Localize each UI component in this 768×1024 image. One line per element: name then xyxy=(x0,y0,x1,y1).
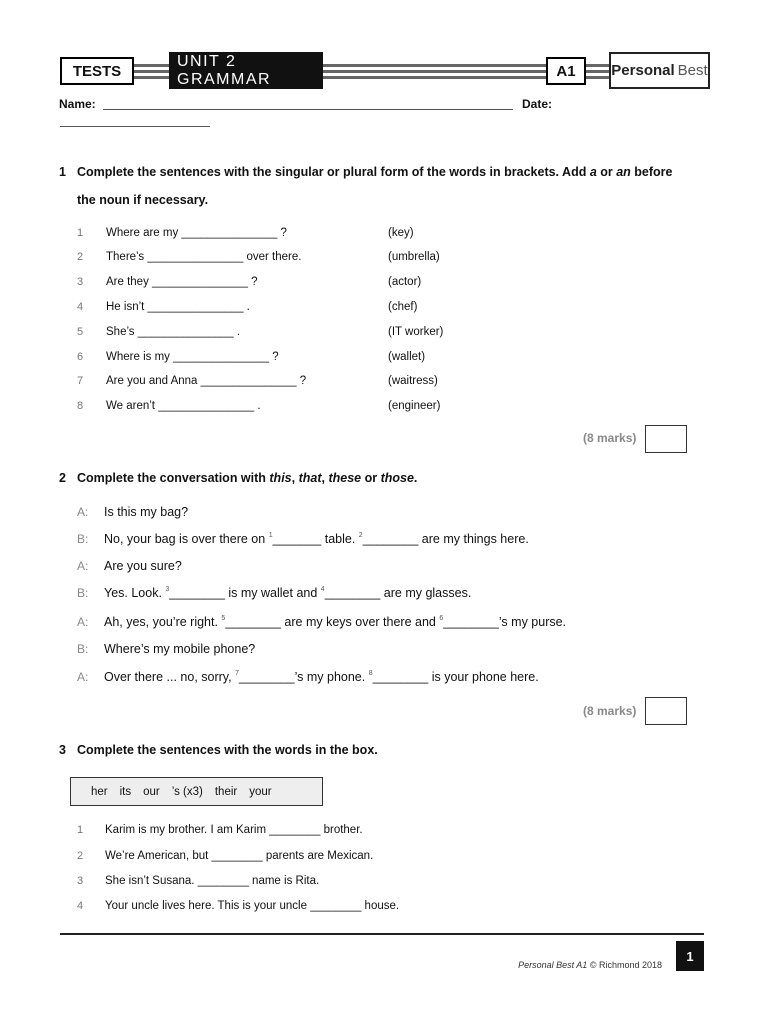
conversation-fragment: ________ are my keys over there and xyxy=(225,615,440,629)
word-our: our xyxy=(143,785,160,798)
conversation-text[interactable] xyxy=(104,642,255,656)
q1-item-number: 7 xyxy=(77,375,84,387)
date-label: Date: xyxy=(522,97,553,111)
q1-item-sentence[interactable]: He isn’t _______________ . xyxy=(106,301,250,313)
gap-number: 6 xyxy=(439,615,444,622)
gap-number: 2 xyxy=(358,532,363,539)
q2-end: . xyxy=(413,471,418,485)
word-your: your xyxy=(249,785,272,798)
speaker-label: A: xyxy=(77,559,89,573)
gap-number: 3 xyxy=(165,586,170,593)
q1-item-hint: (actor) xyxy=(388,276,422,288)
conversation-text[interactable] xyxy=(104,586,471,600)
q1-marks: (8 marks) xyxy=(583,431,637,445)
q1-item-number: 3 xyxy=(77,276,84,288)
conversation-fragment: ________’s my purse. xyxy=(443,615,567,629)
conversation-fragment: Where’s my mobile phone? xyxy=(104,642,256,656)
q1-item-sentence[interactable]: Are they _______________ ? xyxy=(106,276,258,288)
conversation-fragment: Ah, yes, you’re right. xyxy=(104,615,222,629)
footer-credit xyxy=(480,960,662,970)
q3-item-number: 3 xyxy=(77,875,84,887)
q3-item-sentence[interactable]: We’re American, but ________ parents are Mexican. xyxy=(105,850,374,862)
q1-em-a: a xyxy=(589,165,597,179)
q1-or: or xyxy=(596,165,617,179)
word-their: their xyxy=(214,785,238,798)
footer-rule xyxy=(60,933,704,935)
q2-word-that: that xyxy=(298,471,322,485)
unit-title: UNIT 2 GRAMMAR xyxy=(169,52,323,89)
name-line[interactable] xyxy=(103,109,513,110)
q1-item-number: 5 xyxy=(77,326,84,338)
q3-number: 3 xyxy=(59,743,66,757)
conversation-fragment: ________ is my wallet and xyxy=(169,586,321,600)
q1-instruction-b: before xyxy=(630,165,673,179)
conversation-text[interactable] xyxy=(104,559,182,573)
q1-number: 1 xyxy=(59,165,66,179)
conversation-text[interactable] xyxy=(104,670,539,684)
q2-sep: , xyxy=(291,471,299,485)
q1-item-sentence[interactable]: We aren’t _______________ . xyxy=(106,400,261,412)
brand-part1: Personal xyxy=(611,62,675,79)
word-its: its xyxy=(119,785,132,798)
speaker-label: A: xyxy=(77,505,89,519)
q2-word-those: those xyxy=(380,471,414,485)
name-label: Name: xyxy=(59,97,96,111)
brand-logo xyxy=(609,52,710,89)
footer-book: Personal Best A1 xyxy=(518,960,588,970)
q1-item-number: 2 xyxy=(77,251,84,263)
gap-number: 5 xyxy=(221,615,226,622)
conversation-fragment: ________ are my things here. xyxy=(362,532,529,546)
conversation-fragment: Is this my bag? xyxy=(104,505,189,519)
q1-instruction-a: Complete the sentences with the singular or plural form of the words in brackets. Add xyxy=(77,165,590,179)
conversation-fragment: Over there ... no, sorry, xyxy=(104,670,236,684)
q1-item-hint: (engineer) xyxy=(388,400,441,412)
gap-number: 7 xyxy=(235,670,239,677)
footer-copyright: © Richmond 2018 xyxy=(587,960,662,970)
conversation-fragment: Are you sure? xyxy=(104,559,182,573)
q1-item-hint: (waitress) xyxy=(388,375,438,387)
q1-item-number: 4 xyxy=(77,301,84,313)
conversation-fragment: No, your bag is over there on xyxy=(104,532,269,546)
conversation-fragment: ________ is your phone here. xyxy=(372,670,539,684)
q2-word-these: these xyxy=(328,471,362,485)
conversation-fragment: ________ are my glasses. xyxy=(324,586,472,600)
q1-item-hint: (umbrella) xyxy=(388,251,440,263)
level-badge: A1 xyxy=(546,57,586,85)
q1-item-sentence[interactable]: Are you and Anna _______________ ? xyxy=(106,375,307,387)
conversation-fragment: Yes. Look. xyxy=(104,586,166,600)
q1-item-hint: (IT worker) xyxy=(388,326,444,338)
conversation-text[interactable] xyxy=(104,615,566,629)
q2-marks: (8 marks) xyxy=(583,704,637,718)
q1-item-number: 8 xyxy=(77,400,84,412)
word-her: her xyxy=(91,785,108,798)
conversation-fragment: ________’s my phone. xyxy=(238,670,369,684)
speaker-label: A: xyxy=(77,670,89,684)
q2-score-box[interactable] xyxy=(645,697,687,725)
gap-number: 8 xyxy=(368,670,373,677)
q3-item-number: 1 xyxy=(77,824,84,836)
q1-score-box[interactable] xyxy=(645,425,687,453)
q1-item-sentence[interactable]: Where are my _______________ ? xyxy=(106,227,287,239)
header-band xyxy=(60,52,710,88)
word-s: ’s (x3) xyxy=(171,785,203,798)
conversation-fragment: _______ table. xyxy=(272,532,359,546)
q1-item-sentence[interactable]: There’s _______________ over there. xyxy=(106,251,302,263)
tests-label: TESTS xyxy=(60,57,134,85)
speaker-label: B: xyxy=(77,532,89,546)
conversation-text[interactable] xyxy=(104,505,188,519)
gap-number: 1 xyxy=(268,532,273,539)
q3-item-number: 2 xyxy=(77,850,84,862)
speaker-label: B: xyxy=(77,642,89,656)
q1-item-sentence[interactable]: Where is my _______________ ? xyxy=(106,351,279,363)
q1-item-sentence[interactable]: She’s _______________ . xyxy=(106,326,241,338)
page-number: 1 xyxy=(676,941,704,971)
q2-sep: or xyxy=(361,471,381,485)
q2-instruction xyxy=(77,464,717,492)
q2-pre: Complete the conversation with xyxy=(77,471,270,485)
q1-instruction-line2: the noun if necessary. xyxy=(77,193,209,207)
q1-item-hint: (wallet) xyxy=(388,351,426,363)
q2-sep: , xyxy=(321,471,329,485)
q2-word-this: this xyxy=(269,471,292,485)
q2-number: 2 xyxy=(59,471,66,485)
q1-instruction xyxy=(77,158,717,214)
q1-em-an: an xyxy=(616,165,631,179)
speaker-label: A: xyxy=(77,615,89,629)
q1-item-hint: (chef) xyxy=(388,301,418,313)
speaker-label: B: xyxy=(77,586,89,600)
conversation-text[interactable] xyxy=(104,532,529,546)
q3-item-sentence[interactable]: Your uncle lives here. This is your uncle ________ house. xyxy=(105,900,400,912)
date-line[interactable] xyxy=(60,126,210,127)
q3-instruction: Complete the sentences with the words in the box. xyxy=(77,743,378,757)
q3-item-number: 4 xyxy=(77,900,84,912)
word-box xyxy=(70,777,323,806)
brand-part2: Best xyxy=(677,62,708,79)
q1-item-hint: (key) xyxy=(388,227,414,239)
q3-item-sentence[interactable]: She isn’t Susana. ________ name is Rita. xyxy=(105,875,320,887)
q1-item-number: 1 xyxy=(77,227,84,239)
q3-item-sentence[interactable]: Karim is my brother. I am Karim ________ brother. xyxy=(105,824,363,836)
q1-item-number: 6 xyxy=(77,351,84,363)
gap-number: 4 xyxy=(320,586,325,593)
